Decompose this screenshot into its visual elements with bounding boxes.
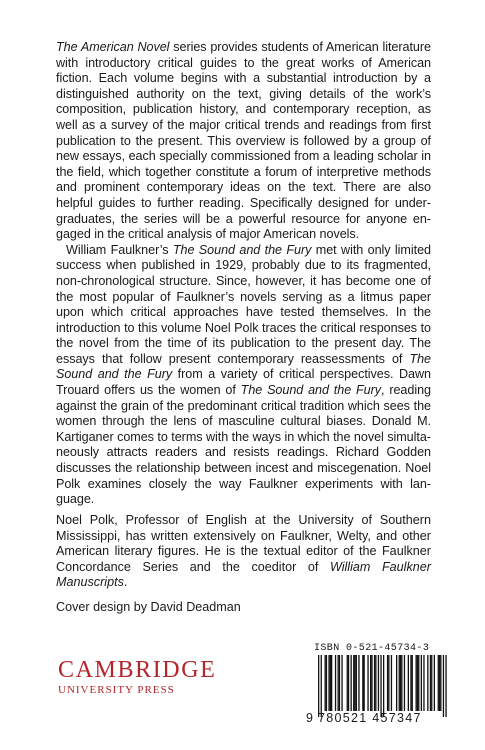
barcode-bar (418, 655, 419, 711)
barcode-bar (396, 655, 397, 711)
barcode-bar (417, 655, 418, 711)
barcode-bar (423, 655, 424, 711)
barcode-bar (380, 655, 381, 717)
barcode-bar (321, 655, 322, 717)
barcode-bar (387, 655, 388, 711)
publisher-name-line2: UNIVERSITY PRESS (58, 684, 175, 696)
barcode-bar (318, 655, 319, 717)
publisher-name-line1: CAMBRIDGE (58, 657, 217, 683)
blurb-p2-run: from a variety of critical perspectives. Dawn Trouard offers us the women of (56, 367, 431, 398)
barcode-bar (383, 655, 384, 717)
barcode-bar (339, 655, 340, 711)
cover-design-credit: Cover design by David Deadman (56, 600, 241, 614)
barcode-bar (330, 655, 331, 711)
blurb-p2-run: The Sound and the Fury (172, 242, 312, 257)
isbn-label: ISBN 0-521-45734-3 (314, 643, 430, 654)
barcode-bar (341, 655, 342, 711)
barcode-bar (400, 655, 401, 711)
barcode-bar (370, 655, 371, 711)
barcode-bar (331, 655, 332, 711)
blurb-paragraph-volume (56, 243, 431, 508)
barcode-bar (388, 655, 389, 711)
barcode-bar (374, 655, 375, 711)
blurb-p2-run: William Faulkner’s (66, 242, 173, 257)
barcode-bar (404, 655, 405, 711)
barcode-digits (306, 711, 448, 725)
publisher-logo (58, 658, 228, 697)
barcode-bar (328, 655, 329, 711)
barcode-bar (431, 655, 432, 711)
blurb-p1-run: The American Novel (56, 40, 170, 54)
blurb (56, 40, 431, 508)
barcode-digits-rest: 780521 457347 (318, 711, 422, 725)
barcode-bar (434, 655, 435, 711)
barcode-bar (371, 655, 372, 711)
blurb-p2-run: met with only limited success when published in 1929, probably due to its fragmented, non-chronological structure. Since, however, it has become one of the most popular of Faulkner’s novels serving as a litmus paper upon which critical approaches have tested themselves. In the introduction to this volume Noel Polk traces the critical responses to the novel from the time of its publication to the present day. The essays that follow present contemporary reassessments of (56, 242, 431, 366)
barcode-bar (351, 655, 352, 711)
barcode-bar (358, 655, 359, 711)
barcode-bar (399, 655, 400, 711)
editor-bio (56, 513, 431, 591)
barcode-bar (391, 655, 392, 711)
barcode-bar (362, 655, 363, 711)
blurb-p2-run: , reading against the grain of the predominant critical tradition which sees the women through the lens of masculine cultural biases. Donald M. Kartiganer comes to terms with the ways in which the novel simultaneously attracts readers and resists readings. Richard Godden discusses the relationship between incest and miscegenation. Noel Polk examines closely the way Faulkner experiments with language. (56, 383, 431, 507)
barcode-bar (378, 655, 379, 711)
barcode-bar (364, 655, 365, 711)
barcode-bar (439, 655, 440, 711)
bio-run: William Faulkner Manuscripts (56, 559, 431, 590)
barcode-bar (348, 655, 349, 711)
barcode-bar (416, 655, 417, 711)
barcode-bar (401, 655, 402, 711)
barcode-bar (438, 655, 439, 711)
barcode-bar (325, 655, 326, 711)
barcode-digit-first: 9 (306, 711, 313, 725)
barcode-bar (408, 655, 409, 711)
barcode-bar (356, 655, 357, 711)
barcode-bar (335, 655, 336, 711)
barcode-bar (410, 655, 411, 711)
blurb-paragraph-series (56, 40, 431, 243)
barcode-bar (354, 655, 355, 711)
barcode-bar (347, 655, 348, 711)
bio-run: Noel Polk, Professor of English at the University of Southern Mississippi, has written extensively on Faulkner, Welty, and other American literary figures. He is the textual editor of the Faulkner Concordance Series and the coeditor of (56, 513, 431, 574)
barcode-bar (326, 655, 327, 711)
barcode-bar (338, 655, 339, 711)
blurb-p1-run: series provides students of American literature with introductory critical guides to the great works of American fiction. Each volume begins with a substantial introduction by a distinguished authority on the text, giving details of the work’s composition, publication history, and contemporary reception, as well as a survey of the major critical trends and readings from first publication to the present. This overview is followed by a group of new essays, each specially commissioned from a leading scholar in the field, which together constitute a forum of interpretive methods and prominent contemporary ideas on the text. There are also helpful guides to further reading. Specifically designed for undergraduates, the series will be a powerful resource for anyone engaged in the critical analysis of major American novels. (56, 40, 431, 242)
barcode-bar (412, 655, 413, 711)
barcode-bar (427, 655, 428, 711)
bio-run: . (123, 575, 128, 590)
barcode-bar (443, 655, 444, 717)
barcode-bar (353, 655, 354, 711)
barcode-bar (367, 655, 368, 711)
barcode-bar (430, 655, 431, 711)
barcode (306, 643, 448, 733)
barcode-bar (375, 655, 376, 711)
barcode-bar (421, 655, 422, 711)
blurb-p2-run: The Sound and the Fury (240, 383, 382, 398)
barcode-bar (440, 655, 441, 711)
blurb-p2-run: The Sound and the Fury (56, 351, 431, 382)
barcode-bar (445, 655, 446, 717)
